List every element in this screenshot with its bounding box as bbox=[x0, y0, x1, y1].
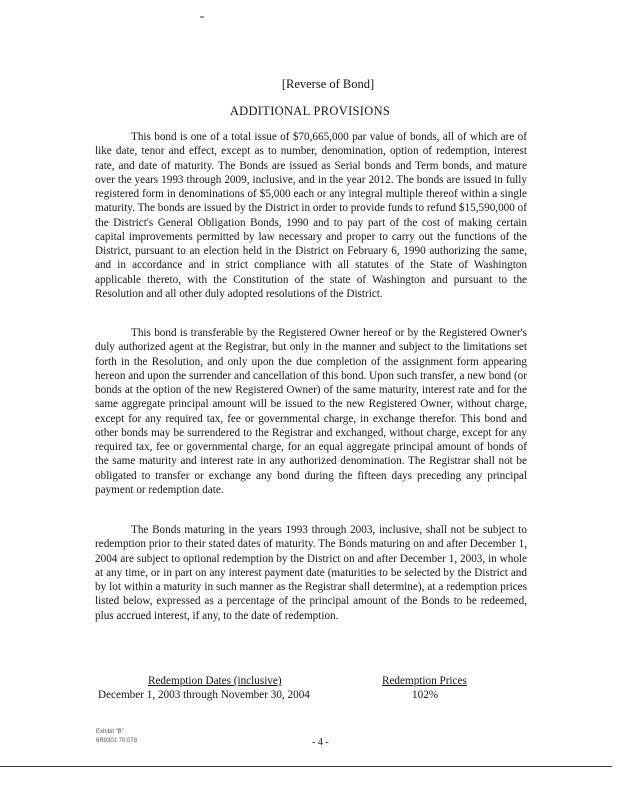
redemption-dates-header: Redemption Dates (inclusive) bbox=[148, 675, 282, 687]
paragraph-transfer: This bond is transferable by the Registered Owner hereof or by the Registered Owner's duly authorized agent at the Registrar, but only in the manner and subject to the limitations set forth in the Resolution, and only upon the due completion of the assignment form appearing hereon and upon the surrender and cancellation of this bond. Upon such transfer, a new bond (or bonds at the option of the new Registered Owner) of the same maturity, interest rate and for the same aggregate principal amount will be issued to the new Registered Owner, without charge, except for any required tax, fee or governmental charge, in exchange therefor. This bond and other bonds may be surrendered to the Registrar and exchanged, without charge, except for any required tax, fee or governmental charge, for an equal aggregate principal amount of bonds of the same maturity and interest rate in any authorized denomination. The Registrar shall not be obligated to transfer or exchange any bond during the fifteen days preceding any principal payment or redemption date. bbox=[95, 327, 527, 496]
paragraph-redemption: The Bonds maturing in the years 1993 through 2003, inclusive, shall not be subject to redemption prior to their stated dates of maturity. The Bonds maturing on and after December 1, 2004 are subject to optional redemption by the District on and after December 1, 2003, in whole at any time, or in part on any interest payment date (maturities to be selected by the District and by lot within a maturity in such manner as the Registrar shall determine), at a redemption prices listed below, expressed as a percentage of the principal amount of the Bonds to be redeemed, plus accrued interest, if any, to the date of redemption. bbox=[95, 524, 527, 622]
additional-provisions-heading: ADDITIONAL PROVISIONS bbox=[229, 104, 391, 118]
bottom-rule bbox=[0, 766, 612, 767]
scan-speck bbox=[200, 16, 204, 18]
redemption-prices-header: Redemption Prices bbox=[382, 675, 467, 687]
reverse-of-bond-heading: [Reverse of Bond] bbox=[281, 77, 375, 91]
exhibit-label: Exhibit "B" bbox=[96, 729, 124, 735]
redemption-date-value: December 1, 2003 through November 30, 2004 bbox=[98, 689, 310, 701]
paragraph-bond-issue: This bond is one of a total issue of $70,665,000 par value of bonds, all of which are of like date, tenor and effect, except as to number, denomination, option of redemption, interest rate, and date of maturity. The Bonds are issued as Serial bonds and Term bonds, and mature over the years 1993 through 2009, inclusive, and in the year 2012. The bonds are issued in fully registered form in denominations of $5,000 each or any integral multiple thereof within a single maturity. The bonds are issued by the District in order to provide funds to refund $15,590,000 of the District's General Obligation Bonds, 1990 and to pay part of the cost of making certain capital improvements permitted by law necessary and proper to carry out the functions of the District, pursuant to an election held in the District on February 6, 1990 authorizing the same, and in accordance and in strict compliance with all statutes of the State of Washington applicable thereto, with the Constitution of the state of Washington and pursuant to the Resolution and all other duly adopted resolutions of the District. bbox=[95, 131, 527, 300]
file-code: 6R9301 70.078 bbox=[96, 738, 138, 744]
redemption-price-value: 102% bbox=[412, 689, 439, 701]
page-number: - 4 - bbox=[312, 737, 329, 748]
